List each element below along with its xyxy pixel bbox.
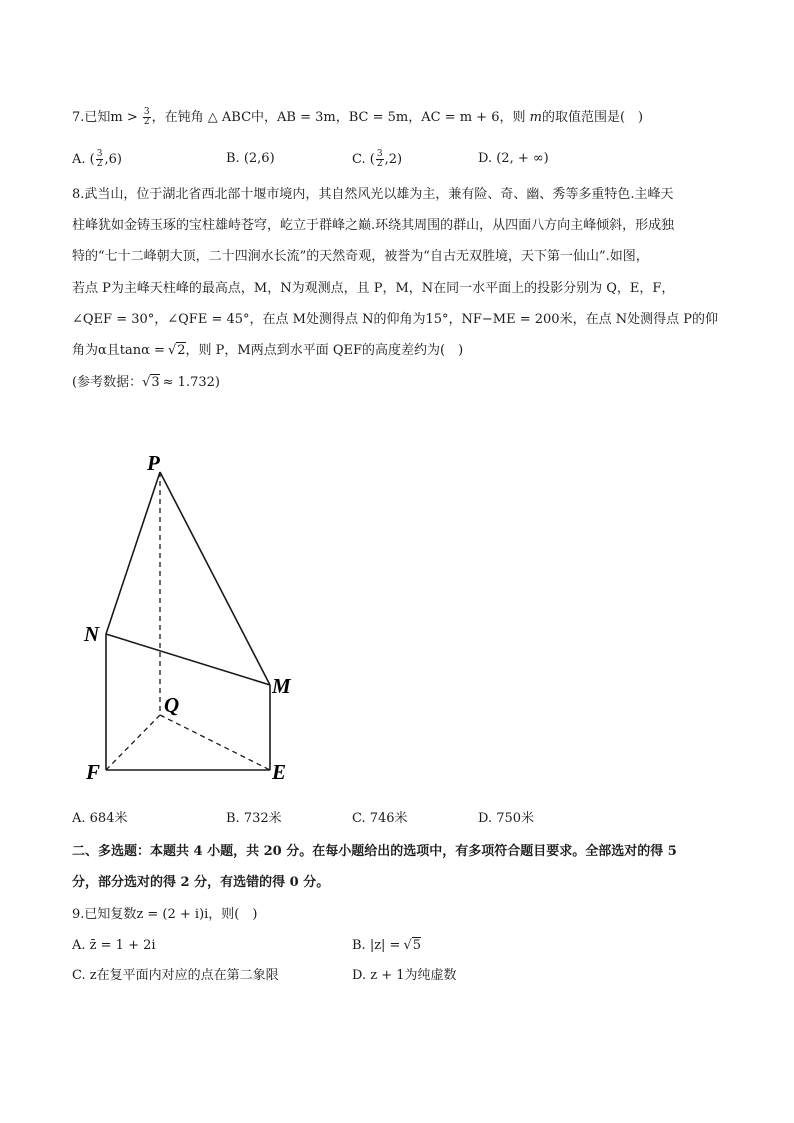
q8-reference-data: (参考数据：√3 ≈ 1.732) (72, 375, 220, 390)
q7-frac-den: 2 (143, 117, 150, 127)
q7-option-b: B. (2,6) (226, 151, 275, 166)
q9-stem: 9.已知复数z = (2 + i)i，则( ) (72, 907, 258, 922)
label-E: E (272, 760, 287, 784)
q8-line-6: 角为α且tanα = √2，则 P，M两点到水平面 QEF的高度差约为( ) (72, 343, 464, 358)
q7-text-c: 的取值范围是( ) (541, 110, 644, 125)
q8-line-1: 8.武当山，位于湖北省西北部十堰市境内，其自然风光以雄为主，兼有险、奇、幽、秀等多重特色.主峰天 (72, 187, 674, 202)
edge-QE (160, 715, 270, 770)
q7-option-a: A. ( $\frac{3}{2}$ ,6) (72, 149, 122, 169)
label-F: F (86, 760, 101, 784)
q7-option-d: D. (2, + ∞) (478, 151, 549, 166)
q8-option-d: D. 750米 (478, 811, 535, 826)
q8-sqrt-2: 2 (177, 343, 186, 358)
q8-option-b: B. 732米 (226, 811, 282, 826)
q7-text-b: ，在钝角 △ ABC中，AB = 3m，BC = 5m，AC = m + 6，则 (151, 110, 526, 125)
q8-line-2: 柱峰犹如金铸玉琢的宝柱雄峙苍穹，屹立于群峰之巅.环绕其周围的群山，从四面八方向主峰倾斜，形成独 (72, 218, 675, 233)
q8-line-4: 若点 P为主峰天柱峰的最高点，M，N为观测点，且 P，M，N在同一水平面上的投影分别为 Q，E，F， (72, 281, 675, 296)
q8-option-c: C. 746米 (352, 811, 408, 826)
q8-line-3: 特的“七十二峰朝大顶，二十四涧水长流”的天然奇观，被誉为“自古无双胜境，天下第一仙山”.如图， (72, 249, 649, 264)
label-P: P (147, 451, 160, 475)
label-Q: Q (164, 693, 180, 717)
section2-line-1: 二、多选题：本题共 4 小题，共 20 分。在每小题给出的选项中，有多项符合题目要求。全部选对的得 5 (72, 844, 677, 859)
q7-frac-num: 3 (143, 107, 150, 117)
q7-number: 7. (72, 110, 85, 125)
q9-option-c: C. z在复平面内对应的点在第二象限 (72, 968, 279, 983)
q9-option-b: B. |z| = √5 (352, 938, 422, 953)
q7-text-a: 已知m > (84, 110, 138, 125)
q7-var-m: m (529, 110, 542, 125)
edge-PN (106, 472, 160, 634)
q9-option-a: A. z̄ = 1 + 2i (72, 938, 156, 953)
section2-line-2: 分，部分选对的得 2 分，有选错的得 0 分。 (72, 875, 330, 890)
q8-line-5: ∠QEF = 30°，∠QFE = 45°，在点 M处测得点 N的仰角为15°，NF−ME = 200米，在点 N处测得点 P的仰 (72, 312, 718, 327)
q9-option-d: D. z + 1为纯虚数 (352, 968, 457, 983)
q8-option-a: A. 684米 (72, 811, 128, 826)
edge-PM (160, 472, 270, 685)
label-M: M (272, 674, 291, 698)
edge-NM (106, 634, 270, 685)
label-N: N (84, 622, 100, 646)
edge-QF (106, 715, 160, 770)
q8-sqrt-3: 3 (151, 375, 160, 390)
q7-option-c: C. ( $\frac{3}{2}$ ,2) (352, 149, 403, 169)
